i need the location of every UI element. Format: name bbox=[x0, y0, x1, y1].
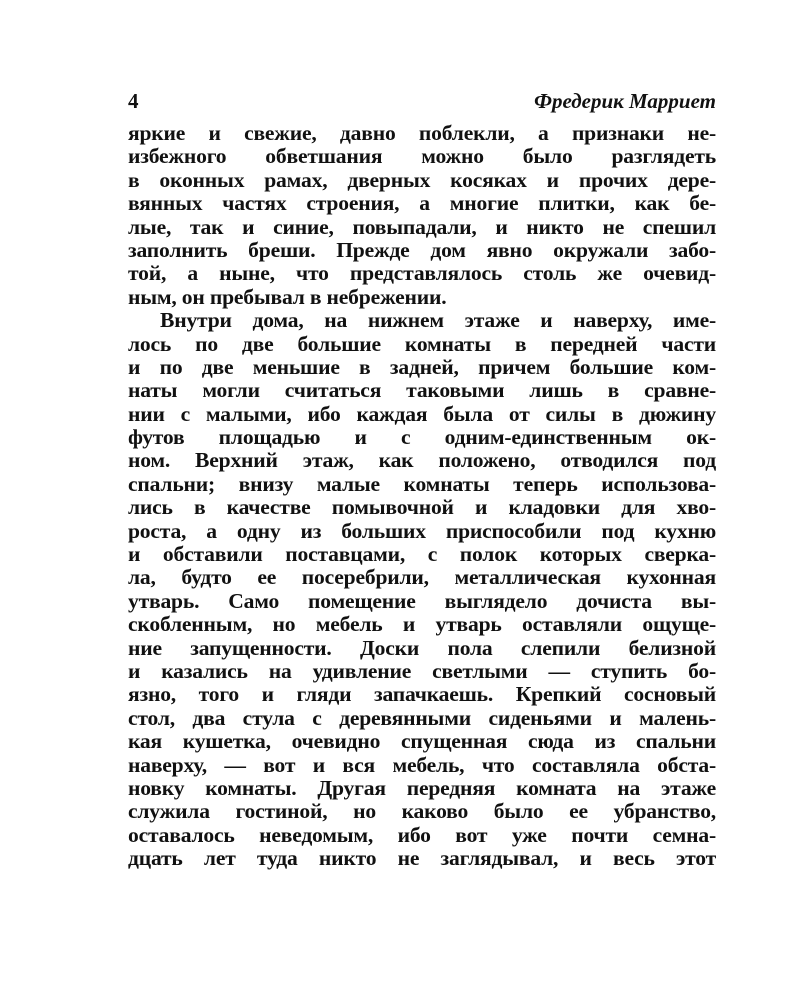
text-line: и по две меньшие в задней, причем большие ком- bbox=[128, 354, 716, 379]
text-line: утварь. Само помещение выглядело дочиста вы- bbox=[128, 588, 716, 613]
text-line: спальни; внизу малые комнаты теперь использова- bbox=[128, 471, 716, 496]
text-line: оставалось неведомым, ибо вот уже почти семна- bbox=[128, 822, 716, 847]
text-line: служила гостиной, но каково было ее убранство, bbox=[128, 799, 716, 824]
text-line: роста, а одну из больших приспособили под кухню bbox=[128, 518, 716, 543]
text-line: кая кушетка, очевидно спущенная сюда из спальни bbox=[128, 729, 716, 754]
text-line: избежного обветшания можно было разглядеть bbox=[128, 144, 716, 169]
text-line: и казались на удивление светлыми — ступить бо- bbox=[128, 658, 716, 683]
text-line: заполнить бреши. Прежде дом явно окружали забо- bbox=[128, 237, 716, 262]
text-line: и обставили поставцами, с полок которых сверка- bbox=[128, 542, 716, 567]
text-line: нии с малыми, ибо каждая была от силы в дюжину bbox=[128, 401, 716, 426]
text-line: ным, он пребывал в небрежении. bbox=[128, 284, 447, 309]
text-line: новку комнаты. Другая передняя комната на этаже bbox=[128, 775, 716, 800]
text-line: ние запущенности. Доски пола слепили белизной bbox=[128, 635, 716, 660]
text-line: ном. Верхний этаж, как положено, отводился под bbox=[128, 448, 716, 473]
text-line: той, а ныне, что представлялось столь же очевид- bbox=[128, 261, 716, 286]
body-text bbox=[128, 122, 716, 871]
page-number: 4 bbox=[128, 89, 139, 113]
text-line: наты могли считаться таковыми лишь в сравне- bbox=[128, 378, 716, 403]
text-line: яркие и свежие, давно поблекли, а признаки не- bbox=[128, 121, 716, 145]
running-title: Фредерик Марриет bbox=[534, 89, 716, 113]
text-line: стол, два стула с деревянными сиденьями и малень- bbox=[128, 705, 716, 730]
text-line: лись в качестве помывочной и кладовки для хво- bbox=[128, 495, 716, 520]
text-line: скобленным, но мебель и утварь оставляли ощуще- bbox=[128, 612, 716, 637]
text-line: язно, того и гляди запачкаешь. Крепкий сосновый bbox=[128, 682, 716, 707]
text-line: дцать лет туда никто не заглядывал, и весь этот bbox=[128, 846, 716, 871]
text-line: наверху, — вот и вся мебель, что составляла обста- bbox=[128, 752, 716, 777]
text-line: лось по две большие комнаты в передней части bbox=[128, 331, 716, 356]
text-line: футов площадью и с одним-единственным ок- bbox=[128, 425, 716, 450]
text-line: Внутри дома, на нижнем этаже и наверху, име- bbox=[160, 308, 716, 333]
text-line: ла, будто ее посеребрили, металлическая кухонная bbox=[128, 565, 716, 590]
text-line: лые, так и синие, повыпадали, и никто не спешил bbox=[128, 214, 716, 239]
text-line: в оконных рамах, дверных косяках и прочих дере- bbox=[128, 167, 716, 192]
text-line: вянных частях строения, а многие плитки, как бе- bbox=[128, 191, 716, 216]
